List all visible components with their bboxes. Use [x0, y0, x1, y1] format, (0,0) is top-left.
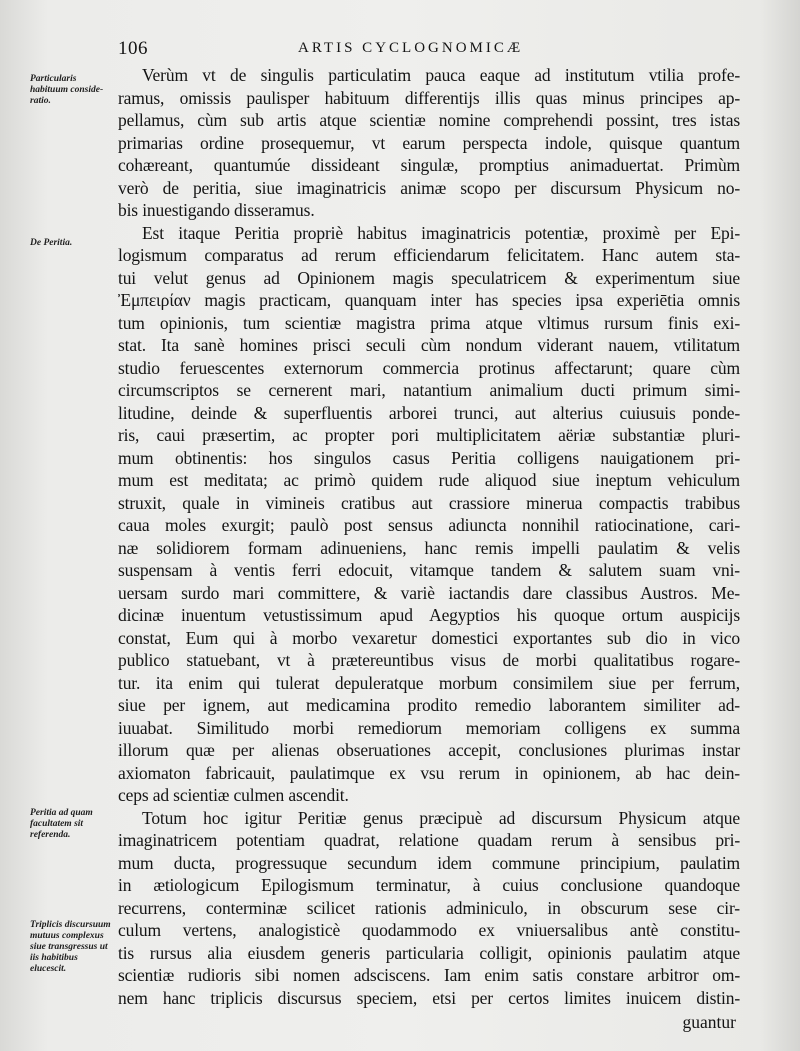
text-line: bis inuestigando disseramus.: [118, 200, 315, 220]
text-line: næ solidiorem formam adinueniens, hanc remis impelli paulatim & velis: [118, 537, 740, 558]
paragraph: [118, 64, 740, 222]
text-line: ramus, omissis paulisper habituum differentijs illis quas minus principes ap-: [118, 87, 740, 108]
text-line: uersam surdo mari committere, & variè iactandis dare classibus Austros. Me-: [118, 582, 740, 603]
body-text: [118, 64, 740, 1009]
text-line: ris, caui præsertim, ac propter pori multiplicitatem aëriæ substantiæ pluri-: [118, 425, 740, 445]
margin-note: De Peritia.: [30, 238, 73, 248]
text-line: Ἐμπειρίαν magis practicam, quanquam inter has species ipsa experiētia omnis: [118, 290, 740, 310]
text-line: culum vertens, analogisticè quodammodo ex vniuersalibus antè constitu-: [118, 920, 740, 940]
paragraph: [118, 222, 740, 807]
text-line: caua moles exurgit; paulò post sensus adiuncta nonnihil ratiocinatione, cari-: [118, 515, 740, 535]
text-line: axiomaton fabricauit, paulatimque ex vsu rerum in opinionem, ab hac dein-: [118, 762, 740, 783]
text-line: iuuabat. Similitudo morbi remediorum memoriam colligens ex summa: [118, 717, 740, 738]
text-line: verò de peritia, siue imaginatricis animæ scopo per discursum Physicum no-: [118, 177, 740, 198]
text-line: mum est meditata; ac primò quidem rude aliquod siue ineptum vehiculum: [118, 470, 740, 490]
text-line: circumscriptos se cernerent mari, natantium animalium ducti primum simi-: [118, 380, 740, 400]
paragraph: [118, 807, 740, 1010]
text-line: tui velut genus ad Opinionem magis speculatricem & experimentum siue: [118, 267, 740, 288]
text-line: pellamus, cùm sub artis atque scientiæ nomine comprehendi possint, tres istas: [118, 110, 740, 130]
text-line: cohæreant, quantumúe dissideant singulæ, promptius animaduertat. Primùm: [118, 155, 740, 175]
text-line: scientiæ rudioris sibi nomen adsciscens. Iam enim satis constare arbitror om-: [118, 965, 740, 985]
text-line: suspensam à ventis ferri edocuit, vitamque tandem & salutem suam vni-: [118, 560, 740, 580]
text-line: recurrens, conterminæ scilicet rationis adminiculo, in obscurum sese cir-: [118, 897, 740, 918]
text-line: illorum quæ per alienas obseruationes accepit, conclusiones plurimas instar: [118, 740, 740, 760]
text-line: siue per ignem, aut medicamina prodito remedio laborantem similiter ad-: [118, 695, 740, 715]
text-line: Verùm vt de singulis particulatim pauca eaque ad institutum vtilia profe-: [142, 65, 740, 85]
text-line: studio feruescentes externorum commercia protinus affectarunt; quare cùm: [118, 357, 740, 378]
text-line: ceps ad scientiæ culmen ascendit.: [118, 785, 349, 805]
running-title: ARTIS CYCLOGNOMICÆ: [298, 40, 524, 56]
margin-note: Peritia ad quam facultatem sit referenda.: [30, 808, 93, 840]
text-line: nem hanc triplicis discursus speciem, etsi per certos limites inuicem distin-: [118, 987, 740, 1008]
margin-note: Triplicis discursuum mutuus complexus siue transgressus ut iis habitibus elucescit.: [30, 920, 111, 974]
text-line: litudine, deinde & superfluentis arborei trunci, aut alterius cuiusuis ponde-: [118, 402, 740, 423]
text-line: Totum hoc igitur Peritiæ genus præcipuè ad discursum Physicum atque: [142, 807, 740, 828]
text-line: Est itaque Peritia propriè habitus imaginatricis potentiæ, proximè per Epi-: [142, 222, 740, 243]
text-line: publico statuebant, vt à prætereuntibus visus de morbi qualitatibus rogare-: [118, 650, 740, 670]
margin-note: Particularis habituum conside-ratio.: [30, 74, 104, 106]
text-line: dicinæ inuentum vetustissimum apud Aegyptios his quoque ortum auspicijs: [118, 605, 740, 625]
text-line: imaginatricem potentiam quadrat, relatione quadam rerum à sensibus pri-: [118, 830, 740, 850]
text-line: mum ducta, progressuque secundum idem commune principium, paulatim: [118, 852, 740, 873]
text-line: tis rursus alia eiusdem generis particularia colligit, opinionis paulatim atque: [118, 942, 740, 963]
text-line: in ætiologicum Epilogismum terminatur, à cuius conclusione quandoque: [118, 875, 740, 895]
text-line: struxit, quale in vimineis cratibus aut crassiore mineruа compactis trabibus: [118, 492, 740, 513]
page-number: 106: [118, 38, 148, 59]
text-line: constat, Eum qui à morbo vexaretur domestici exportantes sub dio in vico: [118, 627, 740, 648]
text-line: stat. Ita sanè homines prisci seculi cùm nondum viderant nauem, vtilitatum: [118, 335, 740, 355]
text-line: logismum comparatus ad rerum efficiendarum felicitatem. Hanc autem sta-: [118, 245, 740, 265]
page-header: [118, 38, 738, 64]
text-line: tur. ita enim qui tulerat depuleratque morbum consimilem siue per ferrum,: [118, 672, 740, 693]
text-line: mum obtinentis: hos singulos casus Peritia colligens nauigationem pri-: [118, 447, 740, 468]
catchword: guantur: [682, 1012, 736, 1032]
text-line: primarias ordine prosequemur, vt earum perspecta indole, quisque quantum: [118, 132, 740, 153]
text-line: tum opinionis, tum scientiæ magistra prima atque vltimus rursum finis exi-: [118, 312, 740, 333]
